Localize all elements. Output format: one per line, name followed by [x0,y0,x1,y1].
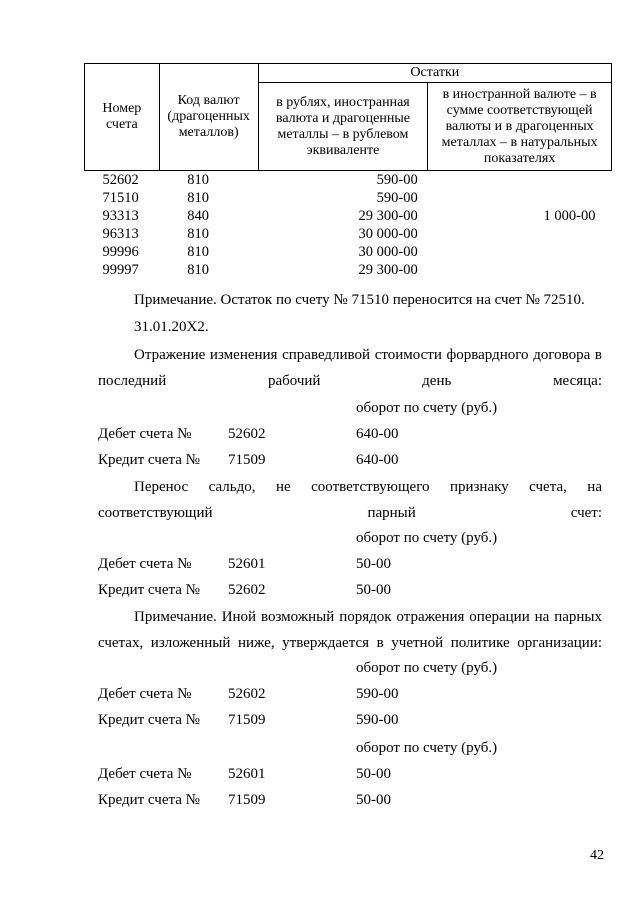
credit-amount: 590-00 [356,712,399,728]
cell-code: 810 [187,172,209,188]
cell-fx [428,189,612,207]
cell-rub: 30 000-00 [358,226,418,242]
cell-fx [428,171,612,190]
table-row [85,189,612,207]
cell-fx [428,261,612,279]
cell-account: 96313 [102,226,139,242]
header-fx: в иностранной валюте – в сумме соответствующей валюты и в драгоценных металлах – в натуральных показателях [428,83,612,171]
cell-rub: 590-00 [376,190,418,206]
debit-label: Дебет счета № [98,686,192,702]
turnover-header: оборот по счету (руб.) [356,400,498,416]
cell-code: 810 [187,226,209,242]
table-row [85,207,612,225]
debit-label: Дебет счета № [98,556,192,572]
credit-label: Кредит счета № [98,452,200,468]
cell-fx [428,225,612,243]
credit-amount: 50-00 [356,582,391,598]
date-line: 31.01.20Х2. [134,319,209,335]
page-number: 42 [590,848,604,863]
debit-account: 52601 [228,766,266,782]
credit-account: 71509 [228,792,266,808]
turnover-header: оборот по счету (руб.) [356,660,498,676]
credit-label: Кредит счета № [98,582,200,598]
note-alternative-procedure: Примечание. Иной возможный порядок отражения операции на парных счетах, изложенный ниже, утверждается в учетной политике организации: [98,609,602,651]
debit-label: Дебет счета № [98,426,192,442]
cell-account: 99996 [102,244,139,260]
header-balances: Остатки [258,64,611,83]
cell-rub: 29 300-00 [358,262,418,278]
table-row [85,225,612,243]
balances-table [84,63,612,279]
turnover-header: оборот по счету (руб.) [356,530,498,546]
debit-account: 52602 [228,426,266,442]
debit-amount: 50-00 [356,556,391,572]
table-row [85,243,612,261]
credit-amount: 640-00 [356,452,399,468]
cell-code: 810 [187,262,209,278]
cell-account: 52602 [102,172,139,188]
credit-label: Кредит счета № [98,712,200,728]
cell-rub: 30 000-00 [358,244,418,260]
debit-amount: 590-00 [356,686,399,702]
cell-code: 840 [187,208,209,224]
credit-account: 71509 [228,452,266,468]
cell-fx: 1 000-00 [543,208,596,224]
header-account: Номер счета [85,64,160,171]
debit-account: 52602 [228,686,266,702]
cell-fx [428,243,612,261]
debit-account: 52601 [228,556,266,572]
credit-label: Кредит счета № [98,792,200,808]
debit-label: Дебет счета № [98,766,192,782]
credit-account: 71509 [228,712,266,728]
header-rub: в рублях, иностранная валюта и драгоценные металлы – в рублевом эквиваленте [258,83,428,171]
cell-account: 99997 [102,262,139,278]
table-row [85,261,612,279]
note-transfer: Примечание. Остаток по счету № 71510 переносится на счет № 72510. [134,292,585,308]
turnover-header: оборот по счету (руб.) [356,740,498,756]
credit-account: 52602 [228,582,266,598]
cell-rub: 29 300-00 [358,208,418,224]
debit-amount: 640-00 [356,426,399,442]
credit-amount: 50-00 [356,792,391,808]
cell-rub: 590-00 [376,172,418,188]
cell-account: 93313 [102,208,139,224]
debit-amount: 50-00 [356,766,391,782]
table-row [85,171,612,190]
header-currency-code: Код валют (драгоценных металлов) [159,64,258,171]
cell-code: 810 [187,244,209,260]
paragraph-balance-transfer: Перенос сальдо, не соответствующего признаку счета, на соответствующий парный счет: [98,479,602,521]
cell-code: 810 [187,190,209,206]
paragraph-forward-revaluation: Отражение изменения справедливой стоимости форвардного договора в последний рабочий день месяца: [98,347,602,389]
cell-account: 71510 [102,190,139,206]
